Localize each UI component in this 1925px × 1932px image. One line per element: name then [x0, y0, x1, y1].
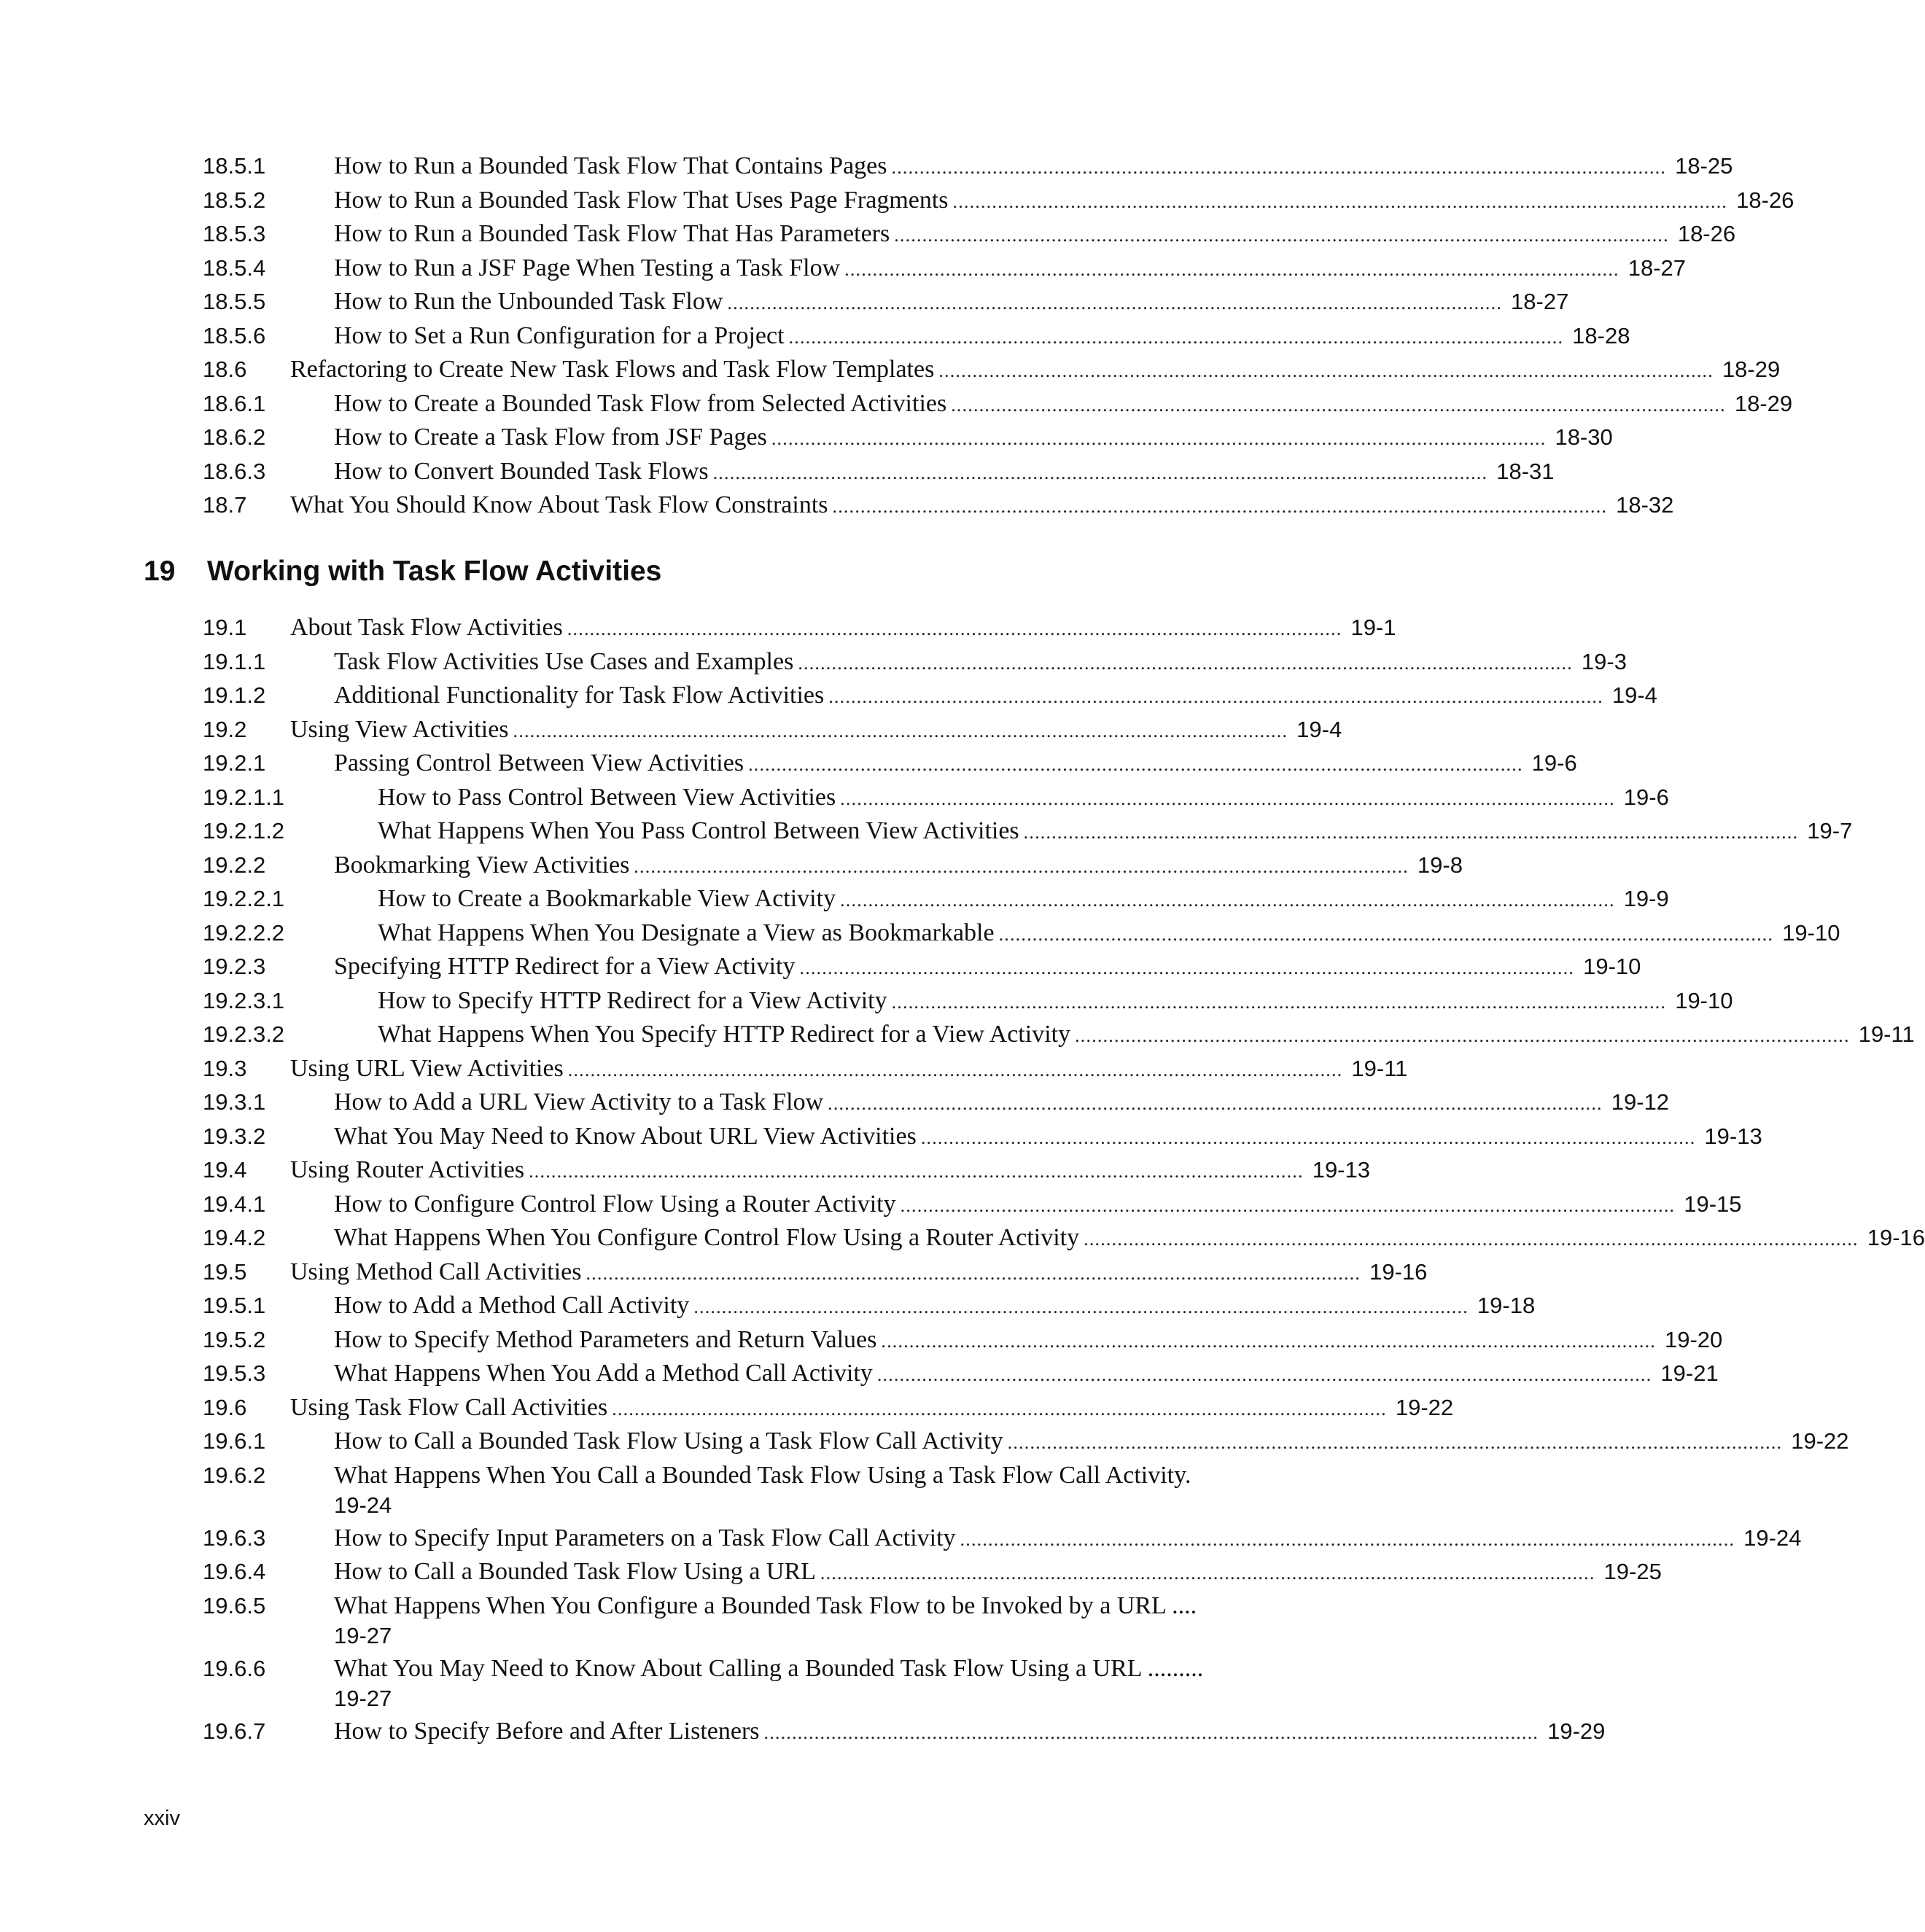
leader-dots: .......................................................................................................................................... [891, 991, 1667, 1013]
entry-page: 19-27 [334, 1622, 392, 1648]
entry-number: 19.1 [203, 615, 247, 640]
entry-title: Using Task Flow Call Activities [290, 1393, 608, 1421]
leader-dots: .......................................................................................................................................... [1075, 1025, 1850, 1046]
entry-title: How to Pass Control Between View Activities [378, 783, 836, 811]
leader-dots: .......................................................................................................................................... [693, 1296, 1469, 1317]
toc-entry[interactable] [203, 387, 1793, 421]
entry-title: What You May Need to Know About Calling a Bounded Task Flow Using a URL [334, 1654, 1142, 1682]
toc-entry[interactable] [203, 916, 1840, 951]
toc-entry[interactable] [203, 984, 1733, 1018]
leader-dots: .......................................................................................................................................... [529, 1161, 1304, 1182]
leader-dots: .......................................................................................................................................... [788, 326, 1564, 348]
entry-page: 19-10 [1583, 954, 1641, 979]
leader-dots: .......................................................................................................................................... [567, 618, 1342, 639]
entry-number: 19.2 [203, 716, 247, 742]
entry-title: How to Run a Bounded Task Flow That Uses Page Fragments [334, 186, 949, 214]
entry-title: What Happens When You Call a Bounded Task Flow Using a Task Flow Call Activity [334, 1461, 1185, 1489]
toc-entry[interactable] [203, 1715, 1606, 1749]
leader-dots: .......................................................................................................................................... [1023, 822, 1799, 843]
entry-number: 18.7 [203, 492, 247, 518]
entry-number: 18.5.2 [203, 187, 266, 213]
entry-number: 19.1.1 [203, 648, 266, 674]
entry-title: What Happens When You Add a Method Call Activity [334, 1360, 873, 1387]
entry-number: 18.5.6 [203, 322, 266, 348]
leader-dots: .......................................................................................................................................... [612, 1398, 1387, 1419]
leader-dots: .......................................................................................................................................... [894, 225, 1669, 246]
entry-number: 19.2.1.2 [203, 818, 285, 844]
entry-title: What Happens When You Configure a Bounded Task Flow to be Invoked by a URL [334, 1592, 1166, 1619]
entry-leader-dots: . [1184, 1461, 1191, 1489]
entry-number: 18.5.3 [203, 221, 266, 246]
entry-page: 18-31 [1496, 458, 1555, 484]
entry-title: Using Router Activities [290, 1156, 525, 1183]
entry-leader-dots: ......... [1141, 1654, 1204, 1682]
entry-number: 19.4 [203, 1157, 247, 1183]
toc-entry[interactable] [203, 1221, 1925, 1255]
entry-title: Passing Control Between View Activities [334, 749, 744, 776]
entry-page: 18-27 [1511, 289, 1569, 314]
entry-number: 18.5.5 [203, 289, 266, 314]
entry-number: 19.5 [203, 1258, 247, 1285]
entry-page: 19-15 [1684, 1191, 1742, 1217]
toc-entry[interactable] [203, 1555, 1662, 1589]
leader-dots: .......................................................................................................................................... [951, 394, 1726, 416]
entry-title: How to Run a Bounded Task Flow That Has Parameters [334, 220, 890, 247]
toc-entry[interactable] [203, 814, 1853, 849]
entry-title: What Happens When You Pass Control Between View Activities [378, 817, 1019, 844]
toc-entry[interactable] [203, 1425, 1849, 1459]
entry-title: How to Specify Before and After Listeners [334, 1717, 760, 1745]
entry-page: 18-29 [1734, 390, 1793, 416]
entry-page: 19-7 [1807, 818, 1853, 844]
entry-number: 19.3.2 [203, 1123, 266, 1149]
entry-title: How to Run a JSF Page When Testing a Task Flow [334, 254, 841, 281]
leader-dots: .......................................................................................................................................... [820, 1562, 1595, 1584]
entry-page: 19-20 [1665, 1326, 1723, 1352]
entry-number: 19.6 [203, 1394, 247, 1420]
toc-entry[interactable] [203, 184, 1794, 218]
entry-number: 18.5.4 [203, 254, 266, 281]
entry-title: How to Set a Run Configuration for a Project [334, 322, 785, 349]
toc-entry[interactable] [203, 713, 1342, 747]
entry-number: 18.6 [203, 357, 247, 382]
entry-title: How to Specify HTTP Redirect for a View Activity [378, 986, 887, 1014]
entry-title: About Task Flow Activities [290, 614, 563, 641]
leader-dots: .......................................................................................................................................... [1084, 1228, 1859, 1250]
entry-page: 19-10 [1782, 919, 1840, 946]
leader-dots: .......................................................................................................................................... [799, 957, 1575, 978]
entry-number: 19.1.2 [203, 682, 266, 708]
entry-page: 19-22 [1791, 1428, 1849, 1454]
leader-dots: .......................................................................................................................................... [844, 258, 1619, 280]
entry-title: What Happens When You Configure Control Flow Using a Router Activity [334, 1224, 1080, 1251]
entry-number: 19.6.6 [203, 1655, 266, 1681]
entry-number: 19.2.1 [203, 750, 266, 776]
entry-page: 19-11 [1858, 1021, 1915, 1047]
entry-title: What Happens When You Specify HTTP Redirect for a View Activity [378, 1021, 1071, 1048]
entry-page: 19-6 [1531, 750, 1577, 776]
toc-entry[interactable] [203, 252, 1687, 286]
toc-entry[interactable] [203, 1086, 1670, 1120]
leader-dots: .......................................................................................................................................... [828, 1093, 1603, 1114]
entry-number: 19.2.3.2 [203, 1021, 285, 1047]
leader-dots: .......................................................................................................................................... [891, 157, 1667, 178]
leader-dots: .......................................................................................................................................... [832, 496, 1608, 517]
entry-title: How to Call a Bounded Task Flow Using a Task Flow Call Activity [334, 1427, 1003, 1454]
entry-title: Task Flow Activities Use Cases and Examples [334, 647, 794, 675]
toc-entry[interactable] [203, 1052, 1408, 1086]
entry-page: 19-13 [1312, 1157, 1370, 1183]
entry-number: 19.6.1 [203, 1428, 266, 1454]
entry-title: Additional Functionality for Task Flow Activities [334, 682, 825, 709]
toc-entry[interactable] [203, 1255, 1428, 1290]
toc-entry[interactable] [203, 1188, 1742, 1222]
toc-entry[interactable] [203, 319, 1630, 354]
toc-entry[interactable] [203, 747, 1577, 781]
leader-dots: .......................................................................................................................................... [938, 360, 1714, 381]
entry-title: Using Method Call Activities [290, 1258, 582, 1285]
page-number-footer: xxiv [144, 1807, 180, 1830]
entry-number: 19.4.1 [203, 1191, 266, 1217]
entry-number: 19.4.2 [203, 1225, 266, 1250]
leader-dots: .......................................................................................................................................... [634, 855, 1409, 877]
toc-entry[interactable] [203, 1589, 1264, 1652]
leader-dots: .......................................................................................................................................... [840, 889, 1615, 911]
entry-number: 19.5.2 [203, 1326, 266, 1352]
entry-number: 19.6.3 [203, 1524, 266, 1551]
toc-entry[interactable] [203, 285, 1569, 319]
entry-page: 19-4 [1296, 716, 1342, 742]
entry-title: How to Specify Input Parameters on a Task Flow Call Activity [334, 1524, 956, 1551]
entry-title: Using View Activities [290, 715, 509, 743]
entry-number: 19.6.4 [203, 1559, 266, 1584]
leader-dots: .......................................................................................................................................... [798, 652, 1573, 674]
entry-title: How to Run a Bounded Task Flow That Contains Pages [334, 152, 887, 179]
entry-page: 19-21 [1660, 1360, 1719, 1386]
leader-dots: .......................................................................................................................................... [952, 190, 1728, 212]
entry-page: 19-18 [1477, 1293, 1536, 1318]
toc-entry[interactable] [203, 1323, 1723, 1358]
entry-title: Using URL View Activities [290, 1054, 564, 1082]
entry-number: 18.6.2 [203, 424, 266, 450]
toc-entry[interactable] [203, 950, 1641, 984]
entry-page: 19-6 [1623, 784, 1669, 810]
entry-title: How to Convert Bounded Task Flows [334, 457, 709, 485]
toc-section-chapter-18 [203, 149, 1794, 523]
toc-entry[interactable] [203, 611, 1396, 645]
toc-entry[interactable] [203, 1391, 1454, 1425]
leader-dots: .......................................................................................................................................... [998, 923, 1774, 945]
toc-entry[interactable] [203, 1459, 1264, 1522]
entry-number: 19.5.1 [203, 1293, 266, 1318]
toc-entry[interactable] [203, 1357, 1719, 1391]
toc-entry[interactable] [203, 217, 1736, 252]
entry-title: How to Add a Method Call Activity [334, 1292, 690, 1319]
entry-page: 18-26 [1677, 221, 1736, 246]
entry-title: How to Configure Control Flow Using a Router Activity [334, 1190, 896, 1218]
toc-entry[interactable] [203, 1153, 1370, 1188]
toc-entry[interactable] [203, 455, 1555, 489]
entry-page: 18-30 [1555, 424, 1613, 450]
toc-entry[interactable] [203, 849, 1463, 883]
toc-entry[interactable] [203, 1018, 1915, 1052]
leader-dots: .......................................................................................................................................... [586, 1262, 1361, 1284]
entry-number: 19.2.3.1 [203, 987, 285, 1013]
entry-number: 19.2.3 [203, 954, 266, 979]
leader-dots: .......................................................................................................................................... [567, 1059, 1343, 1080]
entry-title: How to Create a Bounded Task Flow from Selected Activities [334, 389, 947, 417]
entry-number: 19.6.7 [203, 1718, 266, 1744]
toc-entry[interactable] [203, 353, 1781, 387]
entry-title: How to Create a Bookmarkable View Activity [378, 885, 836, 912]
entry-number: 18.5.1 [203, 153, 266, 179]
leader-dots: .......................................................................................................................................... [840, 787, 1615, 809]
entry-page: 19-25 [1603, 1559, 1662, 1584]
entry-title: How to Specify Method Parameters and Return Values [334, 1325, 877, 1353]
toc-entry[interactable] [203, 1289, 1536, 1323]
toc-entry[interactable] [203, 1522, 1802, 1556]
leader-dots: .......................................................................................................................................... [748, 754, 1523, 775]
entry-page: 19-4 [1611, 682, 1657, 708]
entry-page: 18-26 [1736, 187, 1794, 213]
entry-page: 19-24 [1743, 1524, 1802, 1551]
entry-title: What You Should Know About Task Flow Constraints [290, 491, 828, 518]
entry-page: 19-24 [334, 1492, 392, 1518]
leader-dots: .......................................................................................................................................... [763, 1721, 1539, 1743]
leader-dots: .......................................................................................................................................... [960, 1528, 1735, 1550]
leader-dots: .......................................................................................................................................... [828, 686, 1603, 707]
chapter-number: 19 [144, 556, 176, 587]
entry-number: 19.5.3 [203, 1360, 266, 1386]
entry-page: 19-3 [1581, 648, 1627, 674]
entry-number: 19.3 [203, 1055, 247, 1081]
toc-section-chapter-19 [203, 611, 1925, 1748]
entry-page: 19-8 [1417, 852, 1463, 878]
entry-leader-dots: .... [1165, 1592, 1197, 1619]
entry-title: Refactoring to Create New Task Flows and Task Flow Templates [290, 356, 935, 383]
entry-page: 19-13 [1704, 1123, 1762, 1149]
entry-number: 19.6.2 [203, 1462, 266, 1488]
entry-title: How to Call a Bounded Task Flow Using a URL [334, 1558, 816, 1585]
entry-number: 19.2.2.1 [203, 886, 285, 911]
toc-entry[interactable] [203, 679, 1657, 713]
entry-title: What You May Need to Know About URL View Activities [334, 1122, 917, 1150]
entry-page: 19-16 [1867, 1225, 1925, 1250]
entry-page: 19-16 [1369, 1258, 1428, 1285]
entry-page: 18-27 [1628, 254, 1687, 281]
entry-title: How to Add a URL View Activity to a Task Flow [334, 1088, 824, 1115]
entry-number: 19.2.2 [203, 852, 266, 878]
entry-page: 18-29 [1722, 357, 1781, 382]
entry-page: 19-27 [334, 1685, 392, 1711]
leader-dots: .......................................................................................................................................... [513, 720, 1288, 741]
toc-entry[interactable] [203, 1652, 1264, 1715]
toc-entry[interactable] [203, 421, 1613, 455]
leader-dots: .......................................................................................................................................... [712, 461, 1488, 483]
toc-entry[interactable] [203, 645, 1627, 679]
entry-page: 19-22 [1395, 1394, 1454, 1420]
entry-page: 19-1 [1350, 615, 1396, 640]
entry-number: 18.6.3 [203, 458, 266, 484]
toc-entry[interactable] [203, 1120, 1762, 1154]
entry-title: Specifying HTTP Redirect for a View Activity [334, 953, 796, 980]
toc-entry[interactable] [203, 882, 1669, 916]
leader-dots: .......................................................................................................................................... [1007, 1432, 1783, 1453]
entry-page: 18-28 [1572, 322, 1630, 348]
leader-dots: .......................................................................................................................................... [900, 1194, 1676, 1216]
entry-page: 19-10 [1675, 987, 1733, 1013]
entry-title: Bookmarking View Activities [334, 851, 630, 879]
entry-number: 19.6.5 [203, 1592, 266, 1619]
entry-title: How to Run the Unbounded Task Flow [334, 288, 723, 315]
entry-title: What Happens When You Designate a View as Bookmarkable [378, 919, 995, 946]
entry-number: 19.2.1.1 [203, 784, 285, 810]
entry-page: 18-25 [1675, 153, 1733, 179]
leader-dots: .......................................................................................................................................... [876, 1364, 1652, 1385]
toc-entry[interactable] [203, 781, 1669, 815]
toc-entry[interactable] [203, 149, 1733, 184]
entry-page: 18-32 [1616, 492, 1674, 518]
toc-entry[interactable] [203, 488, 1674, 523]
entry-page: 19-12 [1611, 1089, 1670, 1115]
leader-dots: .......................................................................................................................................... [771, 428, 1547, 449]
entry-number: 18.6.1 [203, 390, 266, 416]
entry-title: How to Create a Task Flow from JSF Pages [334, 424, 767, 451]
entry-number: 19.2.2.2 [203, 919, 285, 946]
chapter-title: Working with Task Flow Activities [207, 556, 662, 587]
entry-page: 19-11 [1351, 1055, 1408, 1081]
entry-page: 19-29 [1547, 1718, 1606, 1744]
leader-dots: .......................................................................................................................................... [920, 1126, 1696, 1148]
chapter-heading [144, 554, 661, 589]
leader-dots: .......................................................................................................................................... [727, 292, 1503, 313]
entry-page: 19-9 [1623, 886, 1669, 911]
entry-number: 19.3.1 [203, 1089, 266, 1115]
leader-dots: .......................................................................................................................................... [881, 1330, 1656, 1352]
